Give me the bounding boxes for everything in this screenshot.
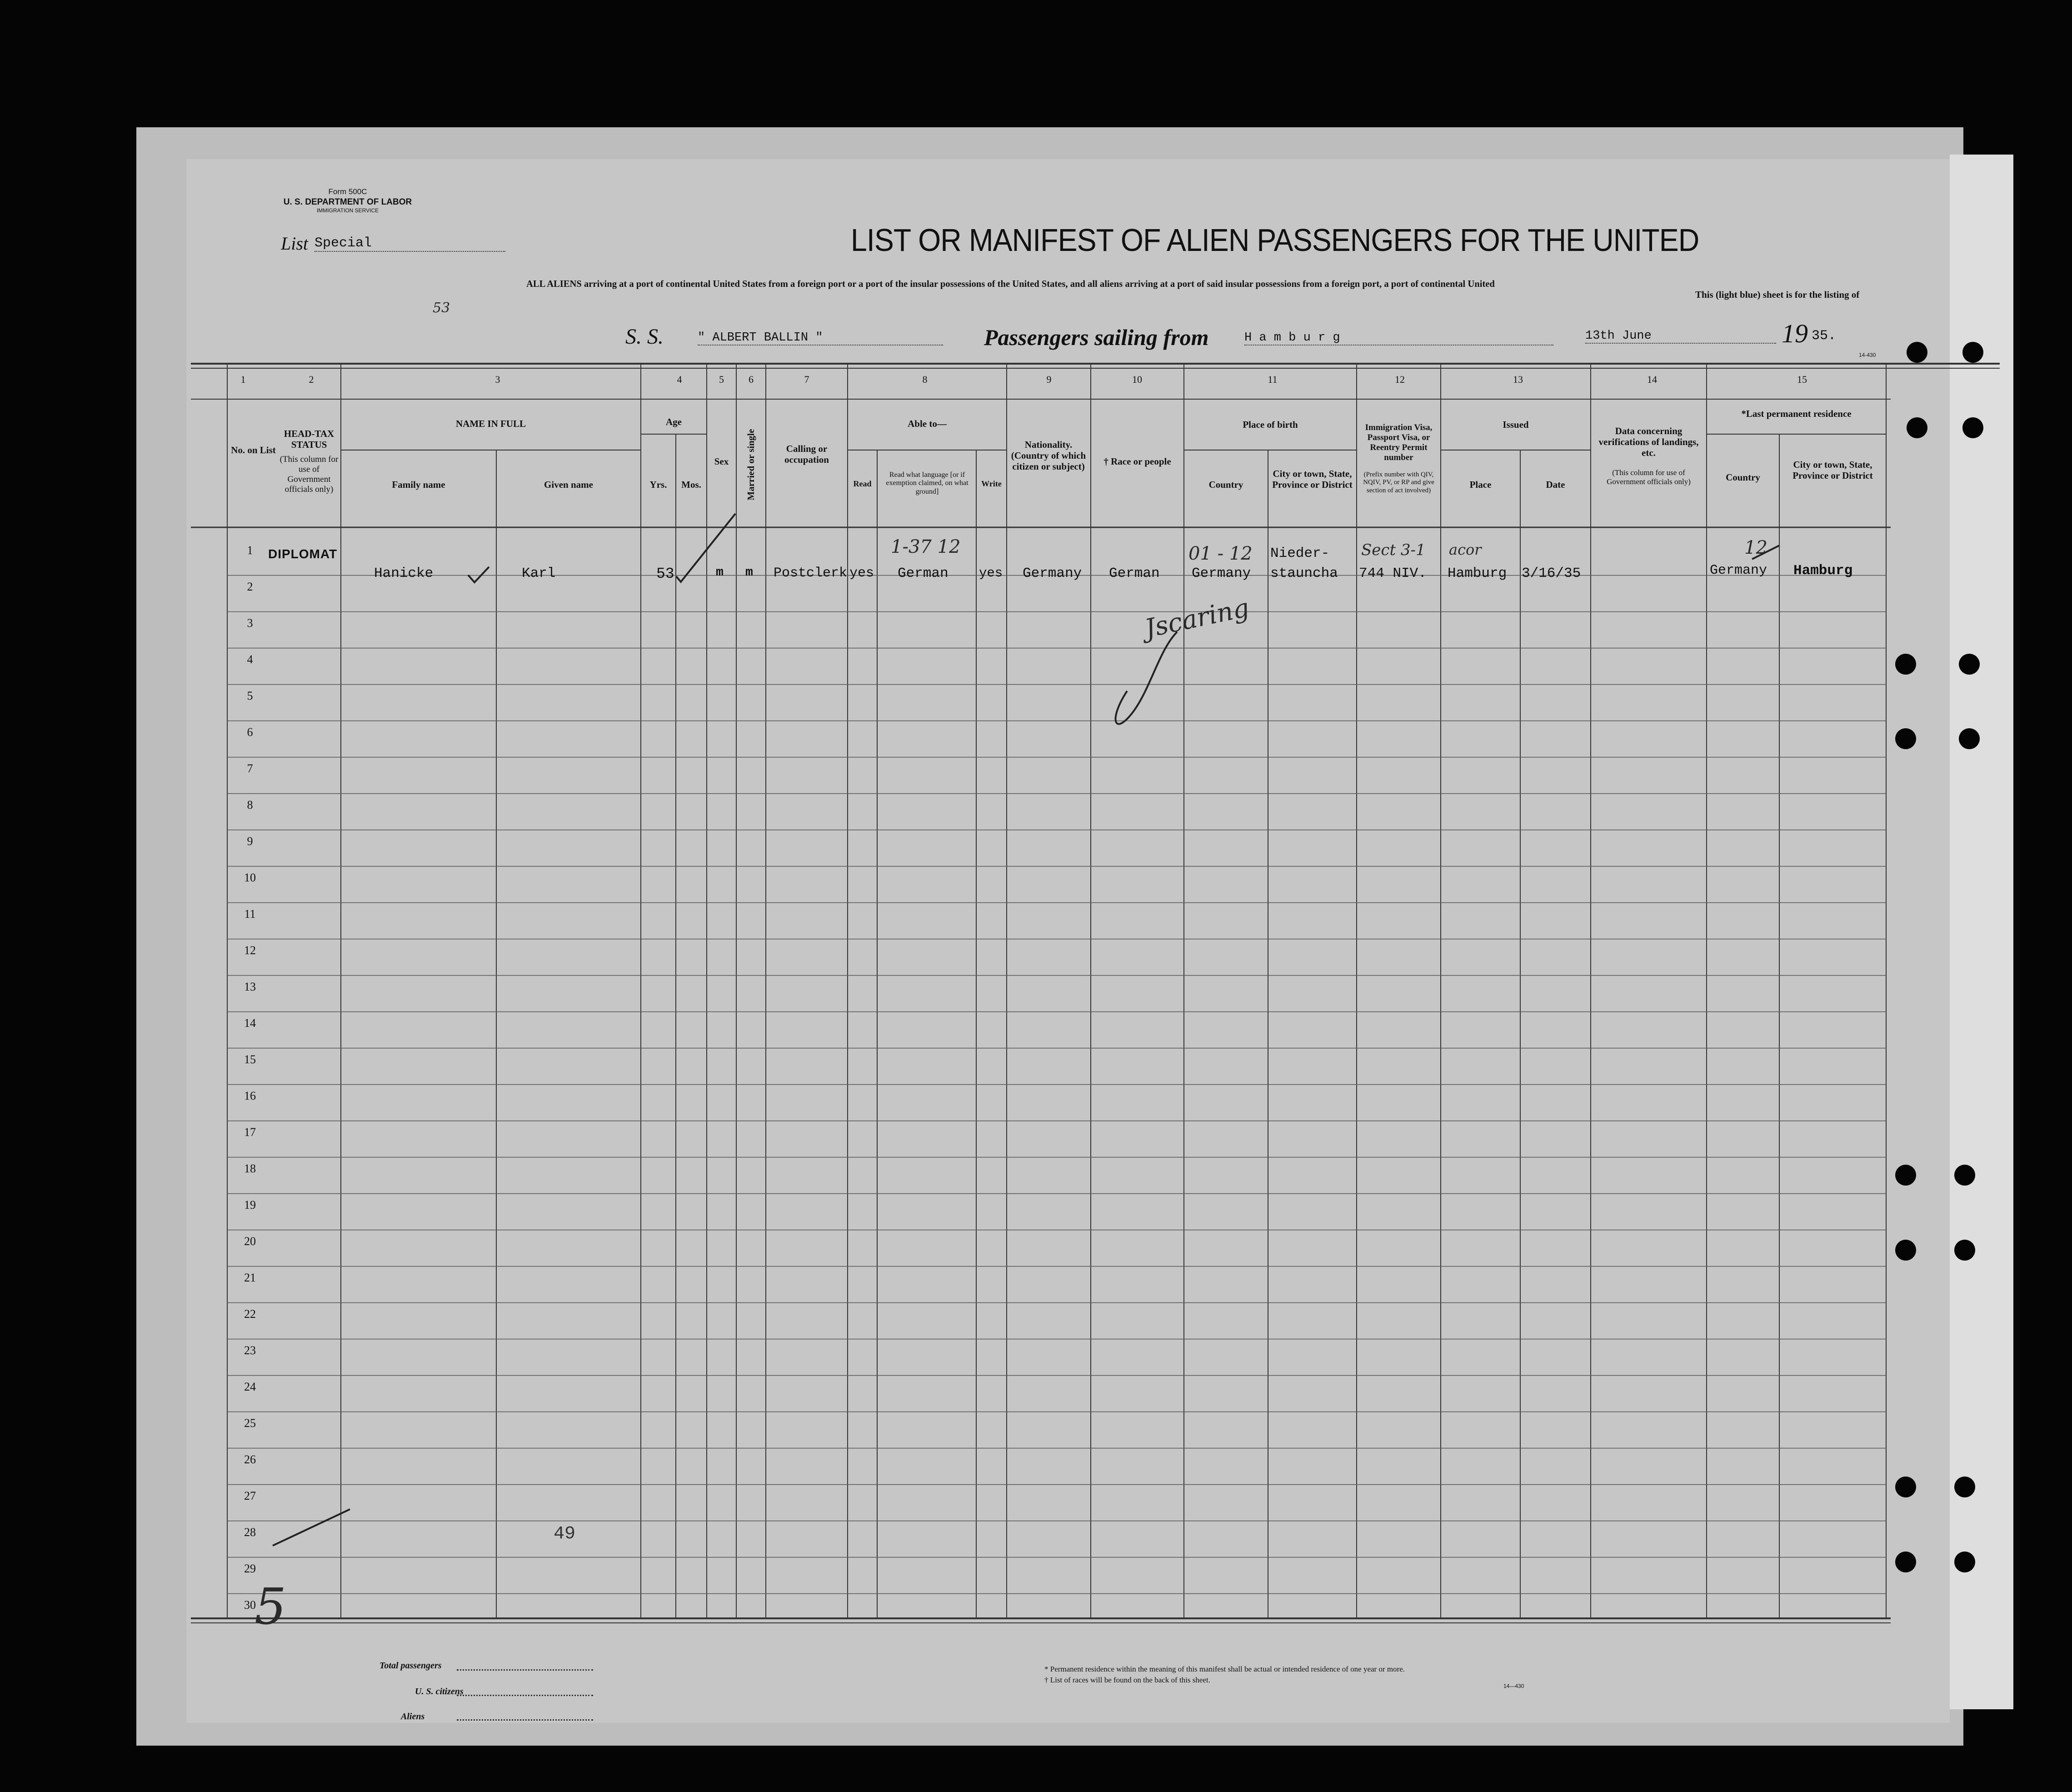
column-number: 13 xyxy=(1513,374,1523,385)
page-number: 49 xyxy=(554,1524,576,1544)
row-number: 12 xyxy=(244,943,256,957)
column-number: 3 xyxy=(495,374,500,385)
header-residence-city: City or town, State, Province or District xyxy=(1792,459,1873,481)
list-label: List xyxy=(281,233,309,254)
list-value: Special xyxy=(315,235,505,252)
signature-note: Jscaring xyxy=(1142,593,1252,644)
service-name: IMMIGRATION SERVICE xyxy=(316,207,379,214)
column-number: 2 xyxy=(309,374,314,385)
row-number: 11 xyxy=(244,907,256,921)
visa-number: 744 NIV. xyxy=(1359,566,1427,581)
header-calling: Calling or occupation xyxy=(784,443,829,466)
row-number: 3 xyxy=(247,616,253,630)
row-number: 27 xyxy=(244,1489,256,1502)
row-number: 23 xyxy=(244,1343,256,1357)
header-read: Read xyxy=(853,479,872,488)
row-number: 6 xyxy=(247,725,253,739)
header-sex: Sex xyxy=(714,456,729,467)
year-suffix: 35. xyxy=(1812,328,1837,344)
read-language: German xyxy=(898,566,949,581)
sailing-date: 13th June xyxy=(1585,329,1776,344)
checkmark-family xyxy=(468,567,489,582)
footer-code: 14—430 xyxy=(1503,1683,1524,1689)
row-number: 18 xyxy=(244,1161,256,1175)
aliens-line xyxy=(457,1719,593,1721)
issued-place: Hamburg xyxy=(1448,566,1507,581)
row-number: 17 xyxy=(244,1125,256,1139)
row-number: 1 xyxy=(247,543,253,557)
row-number: 15 xyxy=(244,1052,256,1066)
total-passengers-label: Total passengers xyxy=(379,1661,442,1671)
column-number: 12 xyxy=(1395,374,1405,385)
residence-slash xyxy=(1752,546,1779,559)
header-last-residence: *Last permanent residence xyxy=(1741,408,1852,419)
header-write: Write xyxy=(981,479,1002,488)
sailing-label: Passengers sailing from xyxy=(984,325,1209,350)
row-number: 14 xyxy=(244,1016,256,1030)
department-name: U. S. DEPARTMENT OF LABOR xyxy=(283,197,412,207)
header-age: Age xyxy=(666,416,682,427)
row-number: 13 xyxy=(244,980,256,993)
header-able-to: Able to— xyxy=(908,418,947,429)
row-number: 25 xyxy=(244,1416,256,1430)
birth-city-line-1: Nieder- xyxy=(1270,546,1330,561)
total-passengers-line xyxy=(457,1669,593,1671)
visa-section-note: Sect 3-1 xyxy=(1361,541,1426,559)
bottom-slash xyxy=(273,1509,350,1546)
birth-city-line-2: stauncha xyxy=(1270,566,1338,581)
nationality: Germany xyxy=(1023,566,1082,581)
header-birth-city: City or town, State, Province or District xyxy=(1272,468,1353,491)
age-years: 53 xyxy=(656,566,674,582)
row-number: 4 xyxy=(247,652,253,666)
column-number: 8 xyxy=(922,374,928,385)
column-number: 10 xyxy=(1132,374,1142,385)
row-number: 24 xyxy=(244,1380,256,1393)
residence-note: 12 xyxy=(1744,537,1767,558)
row-number: 8 xyxy=(247,798,253,811)
us-citizens-label: U. S. citizens xyxy=(415,1687,464,1697)
row-number: 5 xyxy=(247,689,253,702)
header-birth-country: Country xyxy=(1208,479,1243,490)
accr-note: acor xyxy=(1449,541,1482,558)
header-issued: Issued xyxy=(1503,419,1529,430)
manifest-title: LIST OR MANIFEST OF ALIEN PASSENGERS FOR THE UNITED xyxy=(851,222,1699,258)
row-number: 7 xyxy=(247,761,253,775)
bottom-mark: 5 xyxy=(255,1577,286,1636)
head-tax-stamp: DIPLOMAT xyxy=(268,547,338,561)
row-number: 20 xyxy=(244,1234,256,1248)
header-residence-country: Country xyxy=(1726,472,1760,483)
marital-status: m xyxy=(745,566,753,580)
row-number: 22 xyxy=(244,1307,256,1321)
header-data-concerning: Data concerning verifications of landings, etc. xyxy=(1598,425,1699,459)
signature-loop xyxy=(1116,632,1177,724)
ship-name: " ALBERT BALLIN " xyxy=(698,331,943,345)
header-family-name: Family name xyxy=(392,479,445,490)
aliens-label: Aliens xyxy=(401,1712,425,1722)
can-write: yes xyxy=(979,566,1003,581)
can-read: yes xyxy=(849,566,874,581)
us-citizens-line xyxy=(457,1695,593,1696)
subtitle-line-1: ALL ALIENS arriving at a port of continental United States from a foreign port or a port of the insular possessions of the United States, and all aliens arriving at a port of said insular possessions from a foreign port, a port of continental United xyxy=(526,278,1495,289)
family-name: Hanicke xyxy=(374,566,434,581)
row-number: 2 xyxy=(247,580,253,593)
birth-country: Germany xyxy=(1192,566,1251,581)
subtitle-line-2: This (light blue) sheet is for the listing of xyxy=(1695,289,1860,300)
header-name-in-full: NAME IN FULL xyxy=(455,418,526,429)
header-issued-place: Place xyxy=(1469,479,1492,490)
read-language-note: 1-37 12 xyxy=(891,536,961,557)
header-issued-date: Date xyxy=(1546,479,1565,490)
header-race: † Race or people xyxy=(1103,456,1171,467)
row-number: 29 xyxy=(244,1562,256,1575)
year-prefix: 19 xyxy=(1782,319,1808,348)
header-no-on-list: No. on List xyxy=(231,445,276,456)
row-number: 9 xyxy=(247,834,253,848)
header-visa-number: Immigration Visa, Passport Visa, or Reentry Permit number xyxy=(1365,423,1433,462)
row-number: 16 xyxy=(244,1089,256,1102)
header-age-months: Mos. xyxy=(681,479,701,490)
header-head-tax-note: (This column for use of Government officials only) xyxy=(280,455,339,494)
checkmark-age xyxy=(676,514,735,582)
residence-country: Germany xyxy=(1710,563,1767,578)
header-age-years: Yrs. xyxy=(649,479,667,490)
header-read-language: Read what language [or if exemption claimed, on what ground] xyxy=(886,471,969,496)
residence-city: Hamburg xyxy=(1793,563,1853,579)
row-number: 10 xyxy=(244,871,256,884)
birth-note: 01 - 12 xyxy=(1188,543,1253,564)
header-visa-note: (Prefix number with QIV, NQIV, PV, or RP and give section of act involved) xyxy=(1363,471,1434,494)
top-code: 14-430 xyxy=(1859,352,1876,358)
header-head-tax: HEAD-TAX STATUS xyxy=(284,428,335,451)
occupation: Postclerk xyxy=(774,566,848,581)
column-number: 11 xyxy=(1268,374,1278,385)
given-name: Karl xyxy=(522,566,556,581)
corner-mark: 53 xyxy=(433,300,450,316)
row-number: 30 xyxy=(244,1598,256,1612)
row-number: 19 xyxy=(244,1198,256,1211)
row-number: 21 xyxy=(244,1271,256,1284)
column-number: 7 xyxy=(804,374,809,385)
sailing-from: H a m b u r g xyxy=(1244,331,1553,345)
column-number: 4 xyxy=(677,374,682,385)
column-number: 5 xyxy=(719,374,724,385)
header-given-name: Given name xyxy=(544,479,593,490)
footnote-races: † List of races will be found on the back of this sheet. xyxy=(1044,1676,1210,1684)
header-place-of-birth: Place of birth xyxy=(1243,419,1298,430)
column-number: 6 xyxy=(749,374,754,385)
column-number: 1 xyxy=(240,374,246,385)
header-married-or-single: Married or single xyxy=(745,429,756,501)
row-number: 26 xyxy=(244,1452,256,1466)
race: German xyxy=(1109,566,1160,581)
column-number: 15 xyxy=(1797,374,1807,385)
ss-label: S. S. xyxy=(625,325,664,349)
sex: m xyxy=(716,566,724,580)
header-nationality: Nationality. (Country of which citizen or subject) xyxy=(1011,439,1086,472)
header-data-note: (This column for use of Government officials only) xyxy=(1607,468,1691,486)
column-number: 14 xyxy=(1647,374,1657,385)
issued-date: 3/16/35 xyxy=(1522,566,1581,581)
row-number: 28 xyxy=(244,1525,256,1539)
column-number: 9 xyxy=(1046,374,1052,385)
footnote-residence: * Permanent residence within the meaning of this manifest shall be actual or intended residence of one year or more. xyxy=(1044,1665,1405,1673)
form-number: Form 500C xyxy=(328,187,367,196)
